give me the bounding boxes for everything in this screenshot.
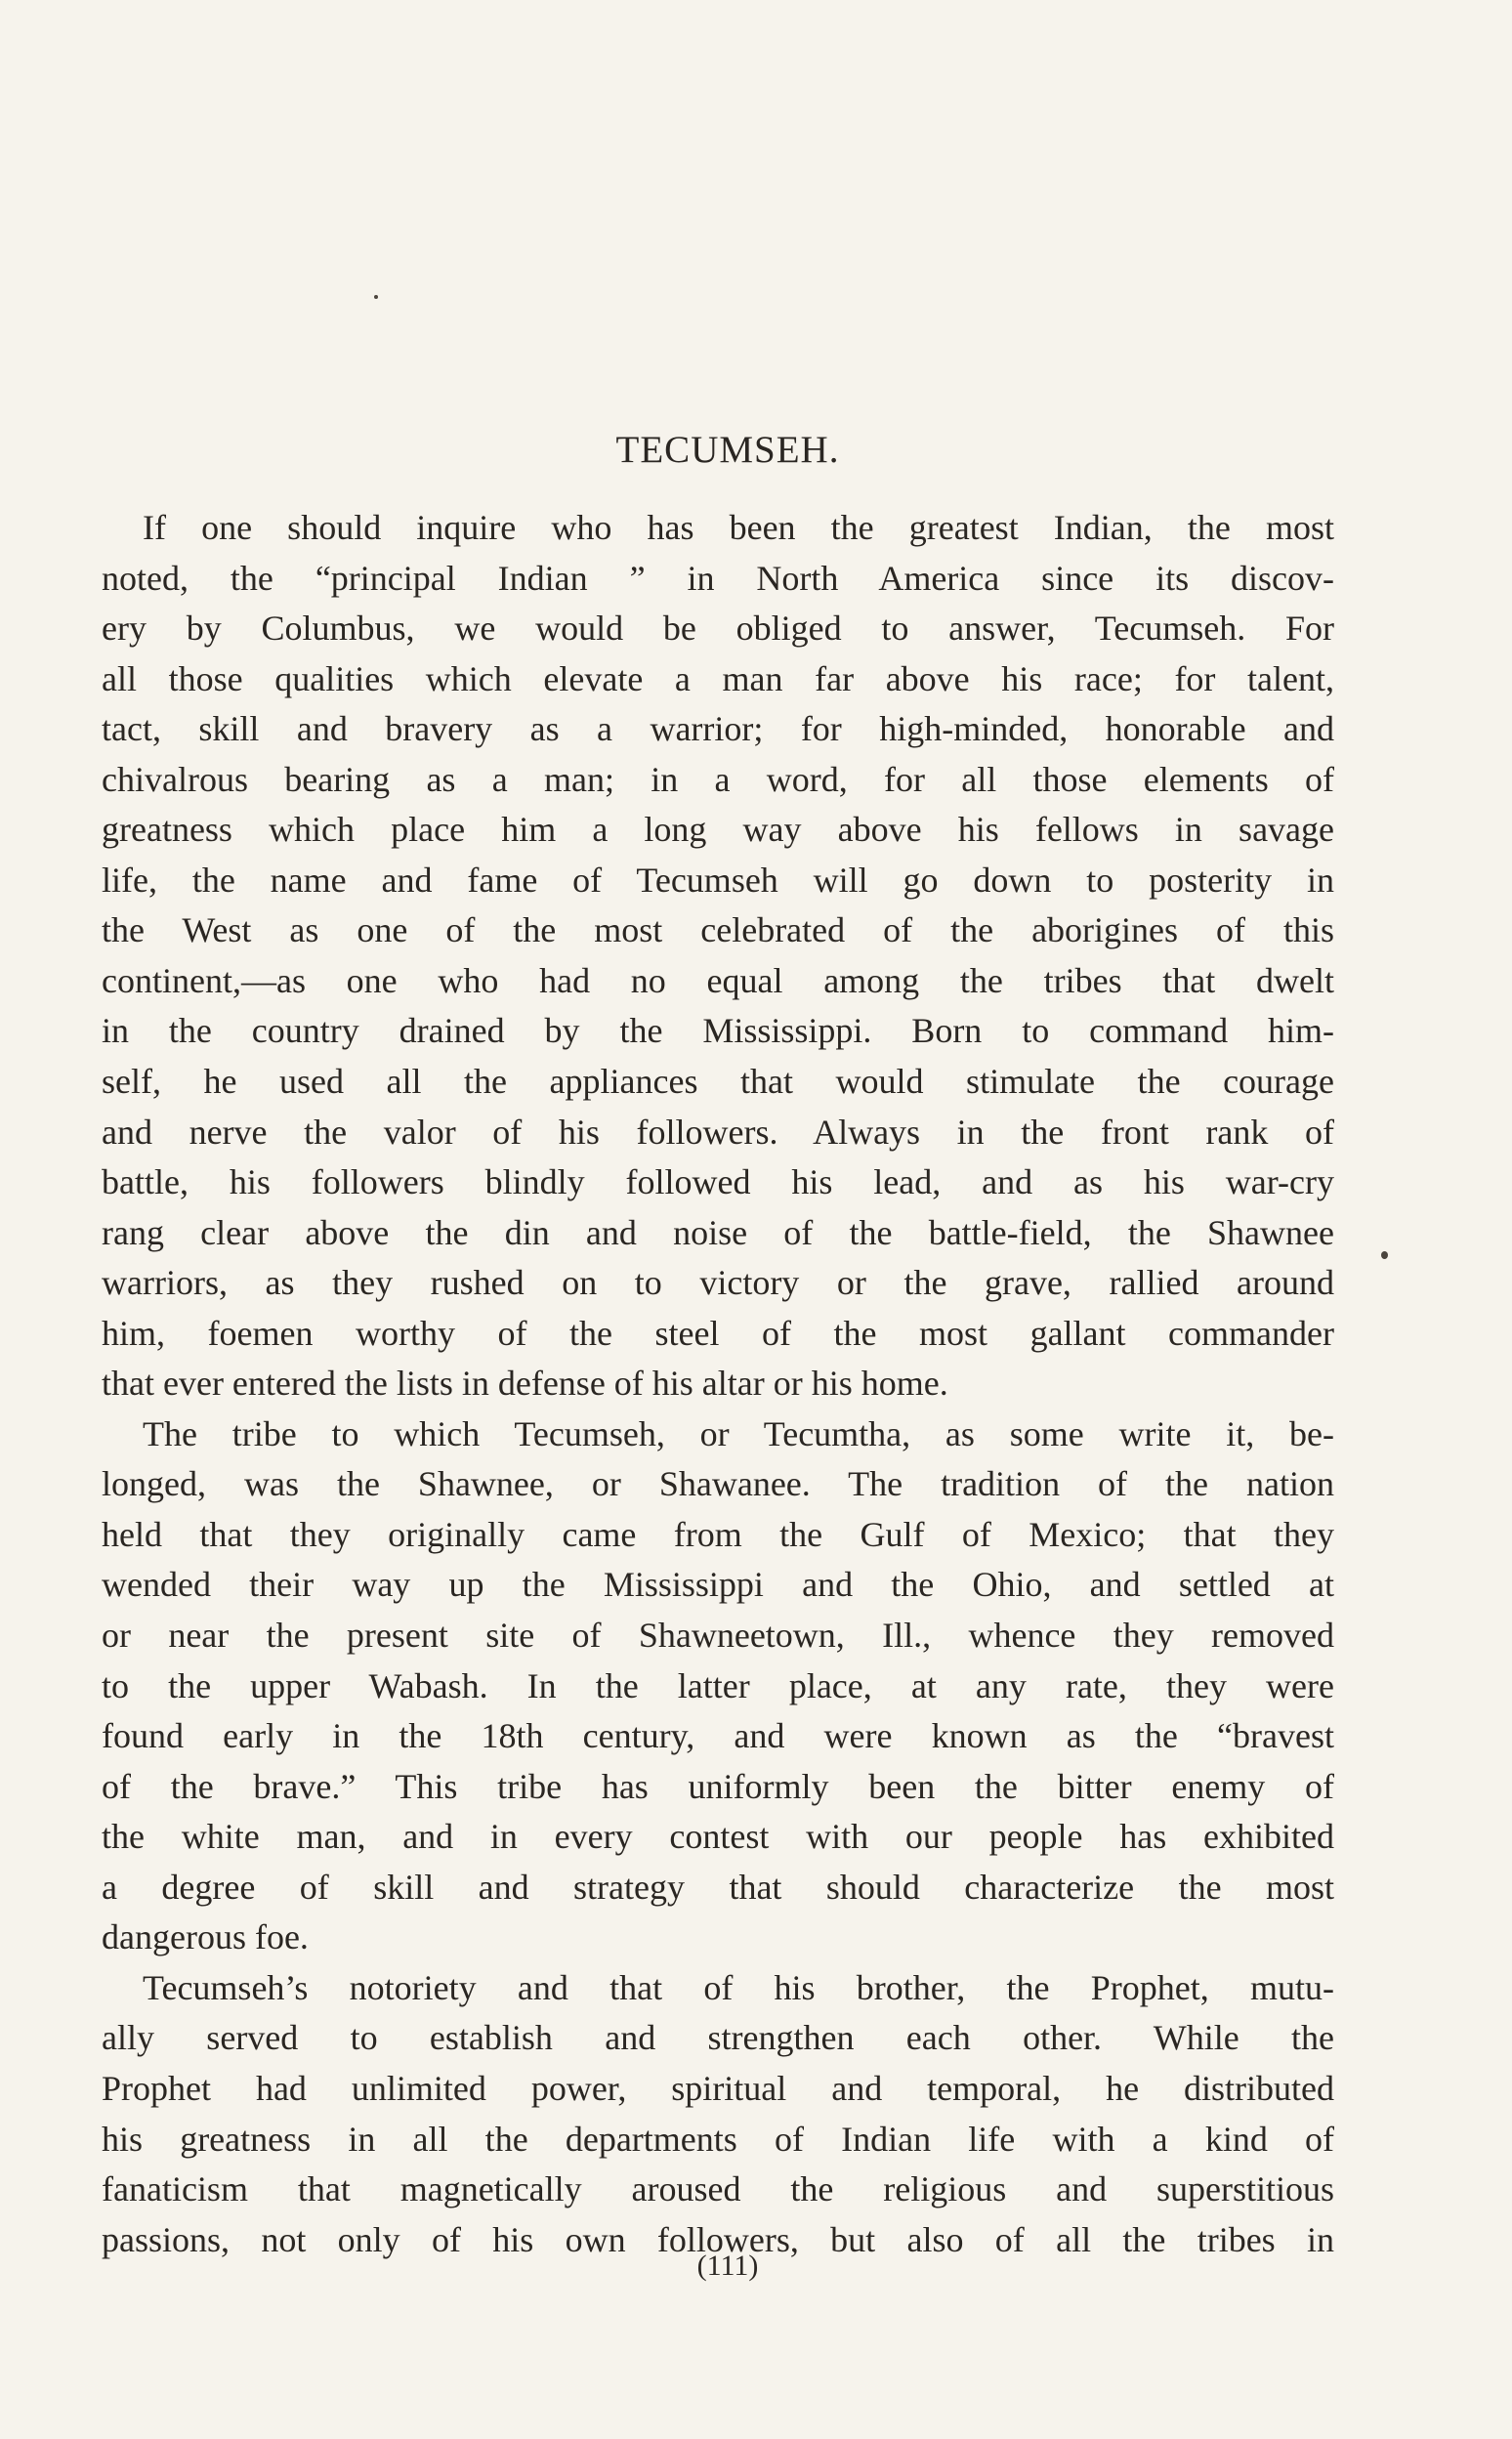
text-line: chivalrous bearing as a man; in a word, for all those elements of: [102, 759, 1334, 799]
text-line: the white man, and in every contest with our people has exhibited: [102, 1817, 1334, 1857]
text-line: of the brave.” This tribe has uniformly been the bitter enemy of: [102, 1766, 1334, 1806]
text-line: dangerous foe.: [102, 1917, 309, 1957]
text-line: passions, not only of his own followers, but also of all the tribes in: [102, 2219, 1334, 2259]
text-line: the West as one of the most celebrated of the aborigines of this: [102, 910, 1334, 950]
text-line: fanaticism that magnetically aroused the religious and superstitious: [102, 2169, 1334, 2209]
text-line: warriors, as they rushed on to victory or the grave, rallied around: [102, 1263, 1334, 1303]
text-line: Tecumseh’s notoriety and that of his brother, the Prophet, mutu-: [143, 1967, 1334, 2007]
ink-speck: [1381, 1251, 1388, 1259]
text-line: Prophet had unlimited power, spiritual and temporal, he distributed: [102, 2068, 1334, 2108]
text-line: wended their way up the Mississippi and the Ohio, and settled at: [102, 1565, 1334, 1605]
text-line: longed, was the Shawnee, or Shawanee. The tradition of the nation: [102, 1464, 1334, 1504]
text-line: found early in the 18th century, and were known as the “bravest: [102, 1716, 1334, 1756]
text-line: battle, his followers blindly followed his lead, and as his war-cry: [102, 1162, 1334, 1202]
text-line: life, the name and fame of Tecumseh will go down to posterity in: [102, 860, 1334, 900]
text-line: tact, skill and bravery as a warrior; for high-minded, honorable and: [102, 709, 1334, 749]
text-line: to the upper Wabash. In the latter place, at any rate, they were: [102, 1665, 1334, 1705]
ink-speck: [374, 295, 378, 299]
chapter-title: TECUMSEH.: [615, 429, 840, 471]
text-line: The tribe to which Tecumseh, or Tecumtha, as some write it, be-: [143, 1413, 1334, 1453]
text-line: in the country drained by the Mississippi. Born to command him-: [102, 1011, 1334, 1051]
text-line: him, foemen worthy of the steel of the most gallant commander: [102, 1313, 1334, 1353]
text-line: and nerve the valor of his followers. Always in the front rank of: [102, 1112, 1334, 1152]
text-line: that ever entered the lists in defense of his altar or his home.: [102, 1364, 948, 1404]
text-line: rang clear above the din and noise of the battle-field, the Shawnee: [102, 1212, 1334, 1252]
page-number: (111): [696, 2250, 759, 2282]
text-line: a degree of skill and strategy that should characterize the most: [102, 1867, 1334, 1907]
text-line: noted, the “principal Indian ” in North America since its discov-: [102, 558, 1334, 598]
text-line: held that they originally came from the Gulf of Mexico; that they: [102, 1514, 1334, 1554]
text-line: ery by Columbus, we would be obliged to answer, Tecumseh. For: [102, 609, 1334, 649]
text-line: greatness which place him a long way above his fellows in savage: [102, 810, 1334, 850]
body-text: [102, 503, 1334, 2265]
text-line: all those qualities which elevate a man far above his race; for talent,: [102, 658, 1334, 698]
text-line: self, he used all the appliances that would stimulate the courage: [102, 1062, 1334, 1102]
text-line: his greatness in all the departments of Indian life with a kind of: [102, 2119, 1334, 2159]
text-line: If one should inquire who has been the greatest Indian, the most: [143, 508, 1334, 547]
text-line: or near the present site of Shawneetown, Ill., whence they removed: [102, 1616, 1334, 1656]
text-line: ally served to establish and strengthen each other. While the: [102, 2018, 1334, 2058]
text-line: continent,—as one who had no equal among the tribes that dwelt: [102, 960, 1334, 1000]
